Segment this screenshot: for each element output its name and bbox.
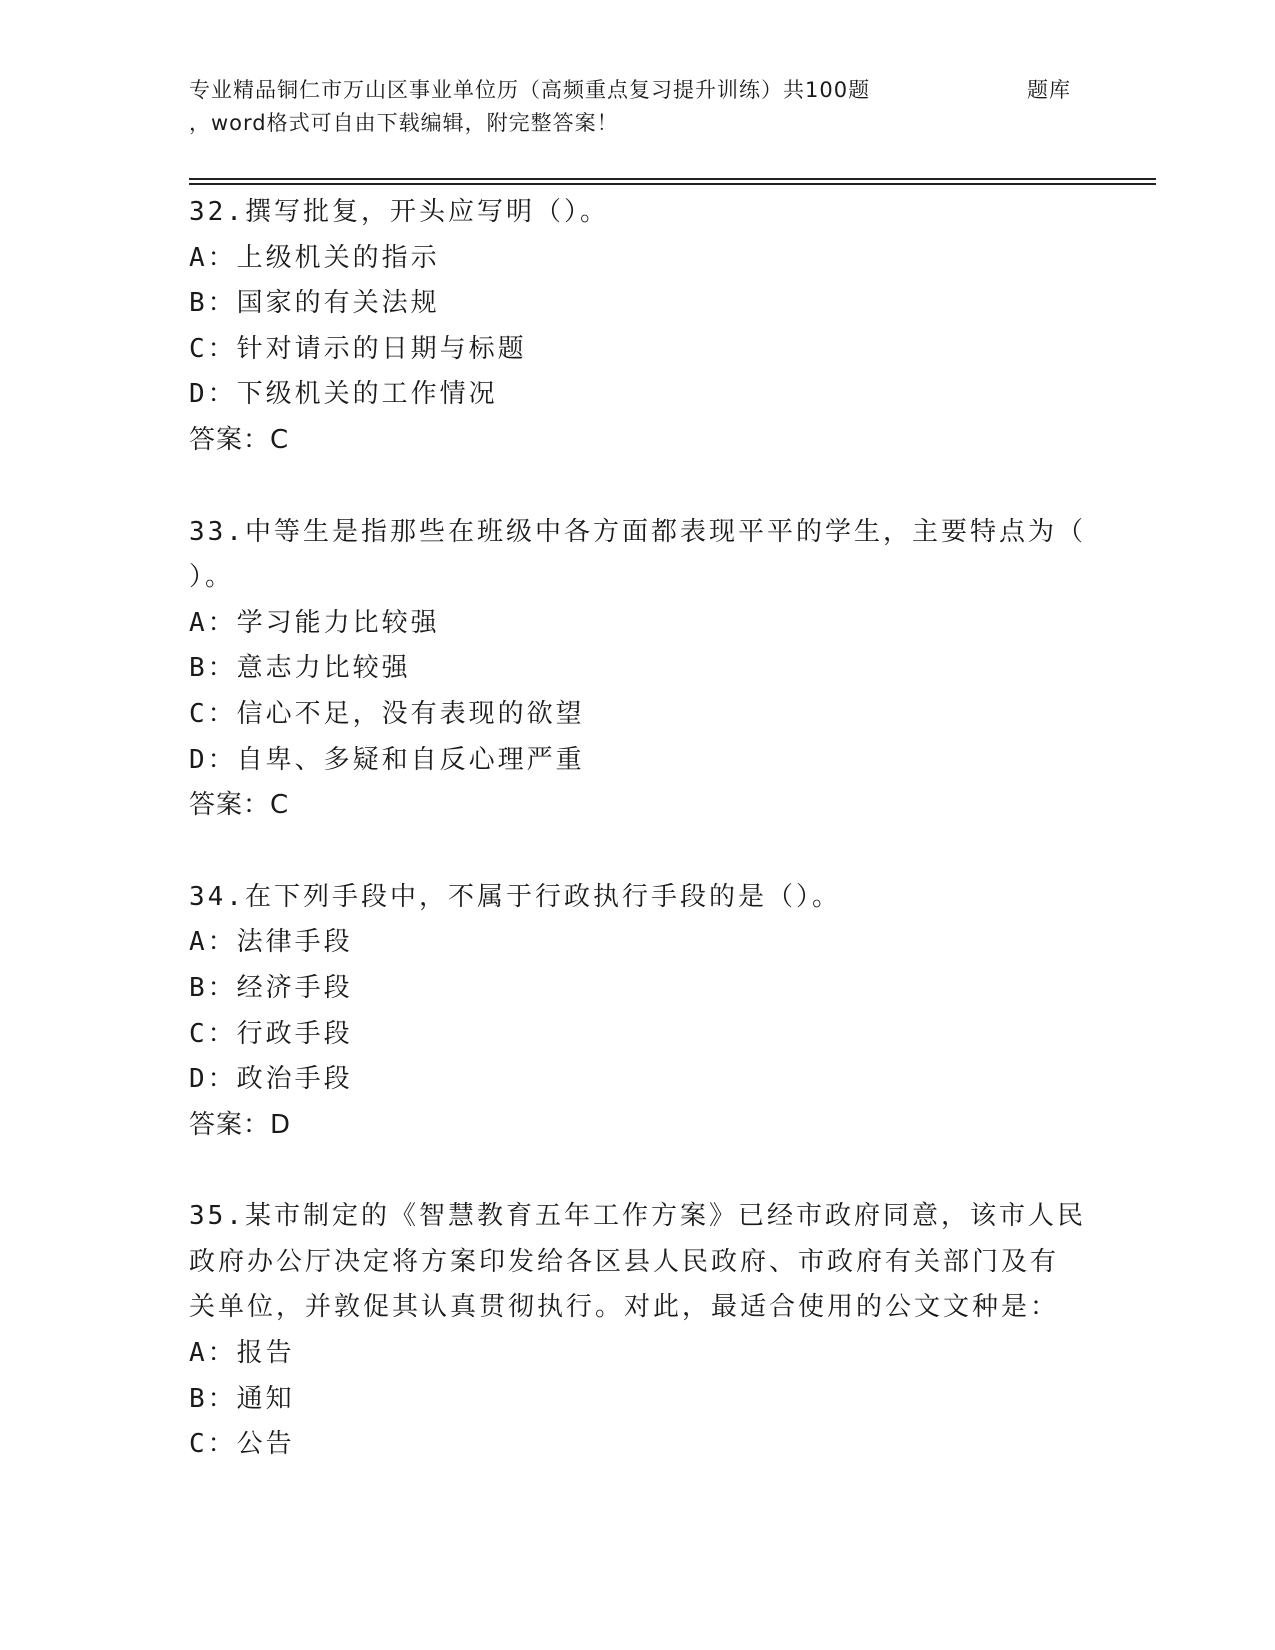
option-b: B：通知 <box>189 1383 295 1414</box>
question-33 <box>189 510 1089 829</box>
question-stem: 34.在下列手段中，不属于行政执行手段的是（）。 <box>189 881 841 912</box>
option-b: B：国家的有关法规 <box>189 288 440 319</box>
option-c: C：信心不足，没有表现的欲望 <box>189 698 585 729</box>
option-b: B：意志力比较强 <box>189 653 411 684</box>
option-a: A：法律手段 <box>189 927 353 958</box>
question-stem-continued: 关单位，并敦促其认真贯彻执行。对此，最适合使用的公文文种是： <box>189 1292 1060 1323</box>
question-32 <box>189 190 1089 464</box>
option-c: C：针对请示的日期与标题 <box>189 333 527 364</box>
question-stem: 33.中等生是指那些在班级中各方面都表现平平的学生，主要特点为（ <box>189 516 1086 547</box>
answer: 答案：C <box>189 424 290 455</box>
option-b: B：经济手段 <box>189 972 353 1003</box>
question-stem-continued: ）。 <box>189 562 235 593</box>
header-title: 专业精品铜仁市万山区事业单位历（高频重点复习提升训练）共100题 <box>189 78 871 102</box>
option-d: D：自卑、多疑和自反心理严重 <box>189 744 585 775</box>
answer: 答案：D <box>189 1109 292 1140</box>
question-list <box>189 190 1089 1514</box>
option-d: D：下级机关的工作情况 <box>189 379 498 410</box>
header-subtitle: ，word格式可自由下载编辑，附完整答案！ <box>189 111 619 135</box>
answer: 答案：C <box>189 790 290 821</box>
question-34 <box>189 875 1089 1149</box>
header-divider-bottom <box>189 183 1156 185</box>
header-divider-top <box>189 178 1156 180</box>
header-title-line <box>189 74 1089 107</box>
option-a: A：上级机关的指示 <box>189 242 440 273</box>
page-header <box>189 74 1089 140</box>
option-a: A：学习能力比较强 <box>189 607 440 638</box>
option-d: D：政治手段 <box>189 1064 353 1095</box>
question-stem: 35.某市制定的《智慧教育五年工作方案》已经市政府同意，该市人民 <box>189 1201 1086 1232</box>
question-stem-continued: 政府办公厅决定将方案印发给各区县人民政府、市政府有关部门及有 <box>189 1246 1060 1277</box>
option-c: C：公告 <box>189 1429 295 1460</box>
option-a: A：报告 <box>189 1338 295 1369</box>
header-tag: 题库 <box>1027 78 1071 102</box>
option-c: C：行政手段 <box>189 1018 353 1049</box>
question-35 <box>189 1194 1089 1468</box>
question-stem: 32.撰写批复，开头应写明（）。 <box>189 197 609 227</box>
